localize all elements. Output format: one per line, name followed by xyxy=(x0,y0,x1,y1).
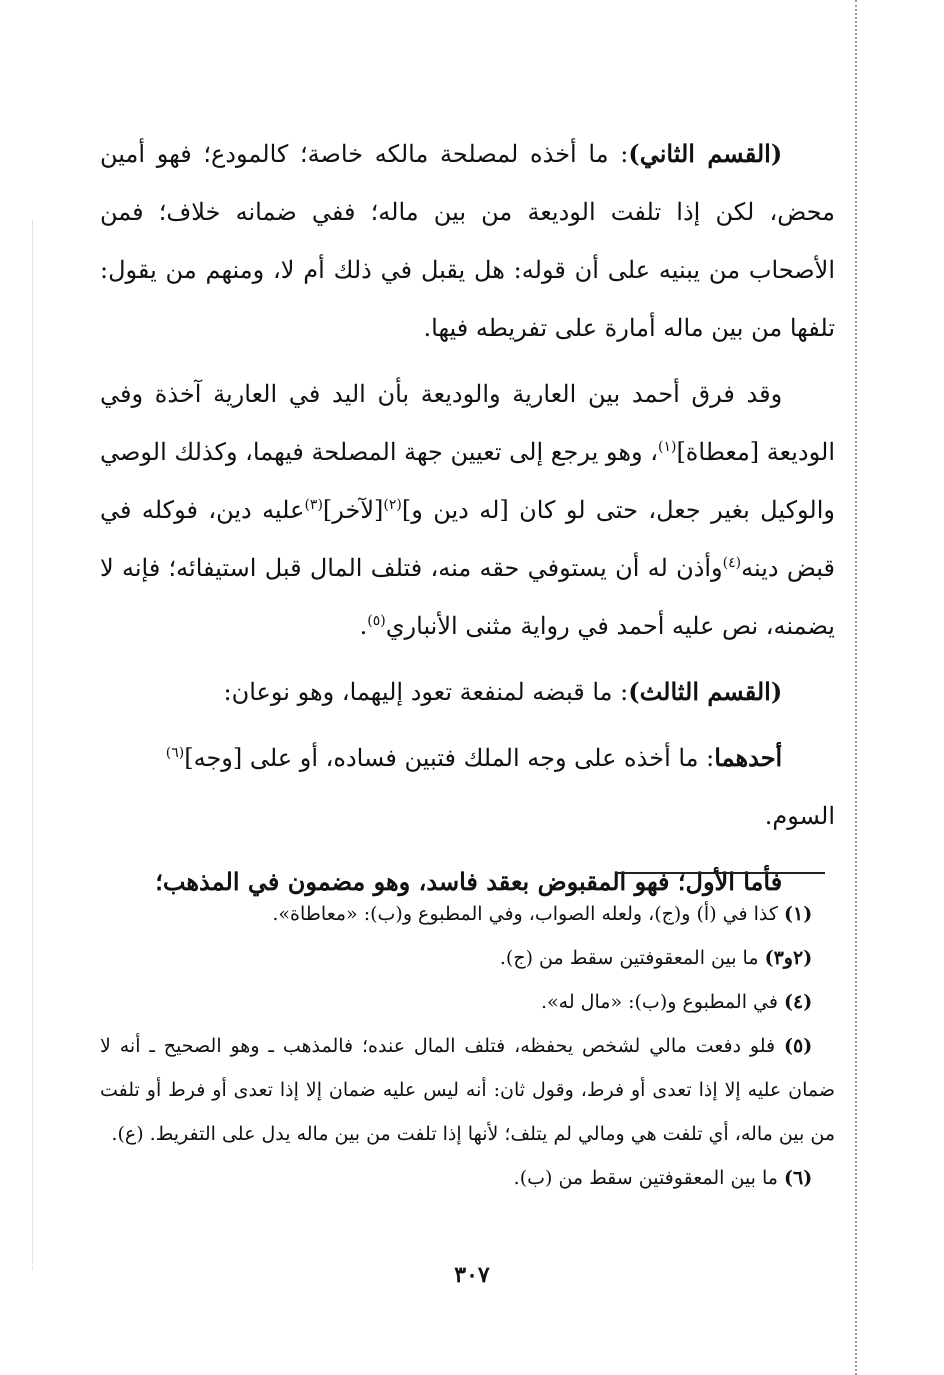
footnote-ref-4: (٤) xyxy=(722,555,742,571)
footnote-1-number: (١) xyxy=(783,903,813,925)
footnote-6 xyxy=(100,1156,835,1200)
footnote-ref-3: (٣) xyxy=(304,497,323,513)
footnote-4-text: في المطبوع و(ب): «مال له». xyxy=(541,991,778,1013)
p2-text-b: ، وهو يرجع إلى تعيين جهة المصلحة فيهما، وكذلك الوصي والوكيل بغير جعل، حتى لو كان [له دين و] xyxy=(100,438,835,524)
left-margin-dots xyxy=(32,220,33,1270)
p2-text-d: عليه دين، فوكله في قبض دينه xyxy=(100,496,835,582)
footnote-5 xyxy=(100,1024,835,1156)
section-three-text: : ما قبضه لمنفعة تعود إليهما، وهو نوعان: xyxy=(223,678,629,706)
footnote-6-text: ما بين المعقوفتين سقط من (ب). xyxy=(513,1167,778,1189)
footnote-separator xyxy=(615,872,825,874)
footnote-4-number: (٤) xyxy=(783,991,813,1013)
footnote-6-number: (٦) xyxy=(783,1167,813,1189)
first-type-heading: أحدهما xyxy=(714,743,783,772)
paragraph-ariya-wadia xyxy=(100,365,835,655)
binding-margin-dots xyxy=(855,0,857,1375)
footnote-1 xyxy=(100,892,835,936)
footnote-2-3-number: (٢و٣) xyxy=(764,947,813,969)
footnote-ref-5: (٥) xyxy=(367,613,386,629)
p2-text-e: وأذن له أن يستوفي حقه منه، فتلف المال قبل استيفائه؛ فإنه لا يضمنه، نص عليه أحمد في رواية مثنى الأنباري xyxy=(100,554,835,640)
section-two-text: : ما أخذه لمصلحة مالكه خاصة؛ كالمودع؛ فهو أمين محض، لكن إذا تلفت الوديعة من بين ماله؛ ففي ضمانه خلاف؛ فمن الأصحاب من يبنيه على أن قوله: هل يقبل في ذلك أم لا، ومنهم من يقول: تلفها من بين ماله أمارة على تفريطه فيها. xyxy=(100,140,835,342)
paragraph-first-type xyxy=(100,729,835,845)
footnote-1-text: كذا في (أ) و(ج)، ولعله الصواب، وفي المطبوع و(ب): «معاطاة». xyxy=(272,903,778,925)
section-two-heading: (القسم الثاني) xyxy=(628,139,783,168)
footnote-2-3-text: ما بين المعقوفتين سقط من (ج). xyxy=(499,947,759,969)
footnote-5-number: (٥) xyxy=(784,1035,813,1057)
paragraph-section-three xyxy=(100,663,835,721)
p2-text-f: . xyxy=(359,612,368,640)
first-explained-heading: فأما الأول xyxy=(685,867,783,896)
footnote-5-text: فلو دفعت مالي لشخص يحفظه، فتلف المال عنده؛ فالمذهب ـ وهو الصحيح ـ أنه لا ضمان عليه إلا إذا تعدى أو فرط، وقول ثان: أنه ليس عليه ضمان إلا إذا تعدى أو فرط أو تلفت من بين ماله، أي تلفت هي ومالي لم يتلف؛ لأنها إذا تلفت من بين ماله يدل على التفريط. (ع). xyxy=(100,1035,835,1145)
p2-text-c: [لآخر] xyxy=(322,496,384,524)
main-text xyxy=(100,125,835,911)
p2-text-a: وقد فرق أحمد بين العارية والوديعة بأن اليد في العارية آخذة وفي الوديعة [معطاة] xyxy=(100,380,835,466)
first-type-text-b: السوم. xyxy=(764,802,835,830)
page-number: ٣٠٧ xyxy=(454,1262,490,1288)
first-explained-text: ؛ فهو المقبوض بعقد فاسد، وهو مضمون في المذهب؛ xyxy=(155,867,686,896)
paragraph-section-two xyxy=(100,125,835,357)
footnote-ref-6: (٦) xyxy=(165,745,185,761)
footnote-ref-1: (١) xyxy=(657,439,677,455)
section-three-heading: (القسم الثالث) xyxy=(628,677,783,706)
first-type-text-a: : ما أخذه على وجه الملك فتبين فساده، أو على [وجه] xyxy=(184,744,715,772)
footnote-4 xyxy=(100,980,835,1024)
footnote-ref-2: (٢) xyxy=(383,497,402,513)
footnotes xyxy=(100,892,835,1200)
footnote-2-3 xyxy=(100,936,835,980)
